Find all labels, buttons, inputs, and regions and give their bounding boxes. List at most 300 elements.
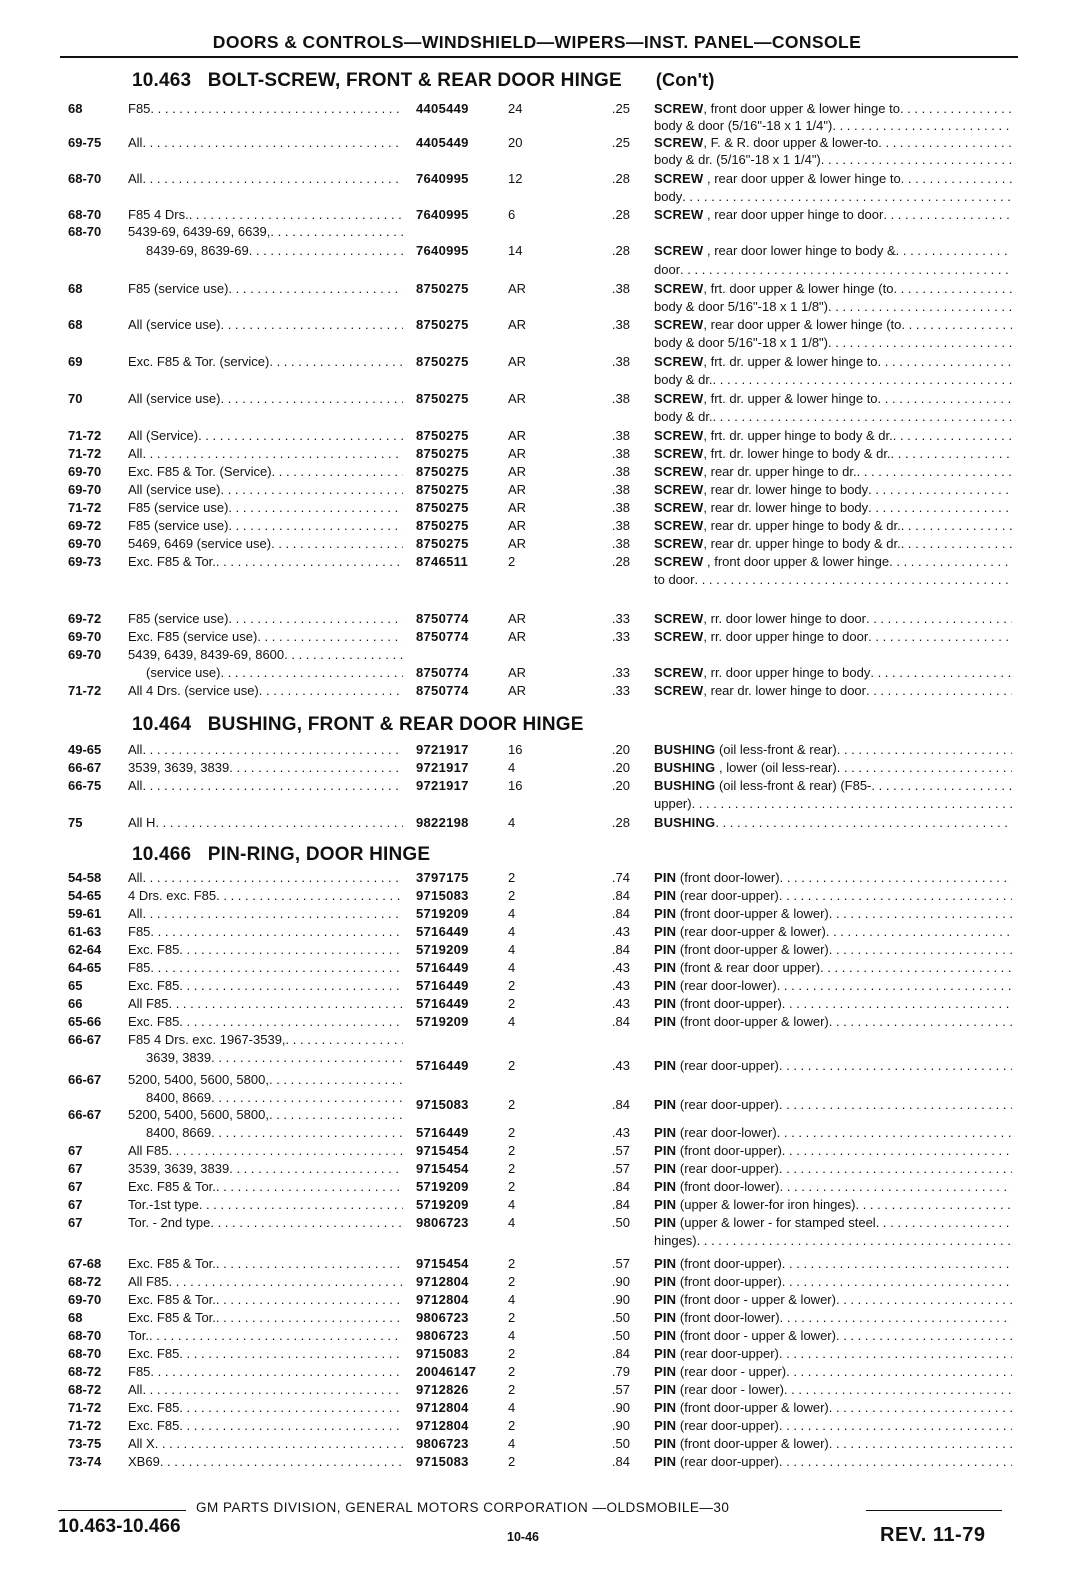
price: .38 xyxy=(611,446,630,461)
leader-dots xyxy=(259,682,403,700)
leader-dots xyxy=(780,1309,1012,1327)
quantity: 2 xyxy=(508,1097,516,1112)
part-description-text xyxy=(654,664,870,682)
part-number: 9806723 xyxy=(416,1215,469,1230)
part-description xyxy=(654,261,1012,279)
quantity: AR xyxy=(508,611,527,626)
model-year: 69-70 xyxy=(68,464,102,479)
model-application xyxy=(128,1142,403,1160)
price: .25 xyxy=(611,101,630,116)
leader-dots xyxy=(216,553,403,571)
model-year: 68-72 xyxy=(68,1382,102,1397)
quantity: AR xyxy=(508,317,527,332)
part-detail: , frt. door upper & lower hinge (to xyxy=(703,281,894,296)
model-year: 69-73 xyxy=(68,554,102,569)
part-name: PIN xyxy=(654,1364,677,1379)
part-description-text xyxy=(654,1196,855,1214)
page-header-title: DOORS & CONTROLS—WINDSHIELD—WIPERS—INST. PANEL—CONSOLE xyxy=(212,32,862,52)
part-detail: (front door-upper) xyxy=(676,996,782,1011)
section-continued-label: (Con't) xyxy=(655,70,715,90)
table-row xyxy=(0,664,1086,682)
part-name: PIN xyxy=(654,1161,677,1176)
part-description xyxy=(654,1214,1012,1232)
leader-dots xyxy=(866,682,1012,700)
leader-dots xyxy=(220,316,403,334)
table-row xyxy=(0,995,1086,1013)
part-name: SCREW xyxy=(654,391,704,406)
leader-dots xyxy=(828,334,1012,352)
price: .38 xyxy=(611,536,630,551)
price: .43 xyxy=(611,996,630,1011)
table-row xyxy=(0,977,1086,995)
leader-dots xyxy=(893,280,1012,298)
part-detail: , front door upper & lower hinge to xyxy=(703,101,900,116)
table-row xyxy=(0,481,1086,499)
price: .84 xyxy=(611,906,630,921)
leader-dots xyxy=(142,869,403,887)
model-application-text: Exc. F85 & Tor. (service) xyxy=(128,354,270,369)
model-application xyxy=(128,481,403,499)
part-description-text xyxy=(654,1178,780,1196)
leader-dots xyxy=(155,1435,403,1453)
part-detail: , front door upper & lower hinge xyxy=(703,554,890,569)
part-description xyxy=(654,1178,1012,1196)
part-name: SCREW xyxy=(654,482,704,497)
part-number: 8750774 xyxy=(416,611,469,626)
part-name: PIN xyxy=(654,978,677,993)
table-row xyxy=(0,646,1086,664)
part-name: BUSHING xyxy=(654,815,716,830)
model-year: 69-70 xyxy=(68,1292,102,1307)
part-description xyxy=(654,188,1012,206)
model-application xyxy=(128,1124,403,1142)
table-row xyxy=(0,408,1086,426)
part-description xyxy=(654,923,1012,941)
table-row xyxy=(0,151,1086,169)
price: .28 xyxy=(611,243,630,258)
leader-dots xyxy=(868,481,1012,499)
part-detail: (rear door-lower) xyxy=(676,1125,777,1140)
leader-dots xyxy=(777,977,1012,995)
table-row xyxy=(0,610,1086,628)
table-row xyxy=(0,1381,1086,1399)
price: .43 xyxy=(611,978,630,993)
model-application xyxy=(128,1106,403,1124)
part-description-text xyxy=(654,977,777,995)
part-number: 8746511 xyxy=(416,554,468,569)
model-application xyxy=(128,134,403,152)
leader-dots xyxy=(149,1327,403,1345)
price: .20 xyxy=(611,742,630,757)
model-application xyxy=(128,1417,403,1435)
price: .28 xyxy=(611,207,630,222)
part-number: 7640995 xyxy=(416,243,469,258)
part-description-text xyxy=(654,1232,697,1250)
price: .33 xyxy=(611,665,630,680)
table-row xyxy=(0,499,1086,517)
model-application xyxy=(128,463,403,481)
part-description-text xyxy=(654,814,715,832)
model-application xyxy=(128,553,403,571)
part-description xyxy=(654,1273,1012,1291)
part-name: SCREW xyxy=(654,629,704,644)
part-description xyxy=(654,353,1012,371)
part-description-text xyxy=(654,481,868,499)
part-description-text xyxy=(654,1142,782,1160)
part-detail: , rear dr. upper hinge to body & dr. xyxy=(703,536,901,551)
model-application-text: 5200, 5400, 5600, 5800, xyxy=(128,1072,269,1087)
leader-dots xyxy=(878,134,1012,152)
leader-dots xyxy=(713,408,1012,426)
table-row xyxy=(0,1399,1086,1417)
part-description xyxy=(654,170,1012,188)
leader-dots xyxy=(870,664,1012,682)
part-number: 5716449 xyxy=(416,924,469,939)
part-detail: , rear door lower hinge to body & xyxy=(703,243,896,258)
price: .38 xyxy=(611,281,630,296)
model-application-text: F85 (service use) xyxy=(128,500,229,515)
quantity: 4 xyxy=(508,1436,516,1451)
quantity: 24 xyxy=(508,101,523,116)
part-name: SCREW xyxy=(654,500,704,515)
leader-dots xyxy=(286,1031,403,1049)
part-description-text xyxy=(654,100,900,118)
table-row xyxy=(0,905,1086,923)
leader-dots xyxy=(829,905,1012,923)
part-detail: (rear door-upper) xyxy=(676,1418,779,1433)
part-number: 8750774 xyxy=(416,665,469,680)
table-row xyxy=(0,1453,1086,1471)
part-description xyxy=(654,1232,1012,1250)
leader-dots xyxy=(786,1363,1012,1381)
model-year: 54-58 xyxy=(68,870,102,885)
leader-dots xyxy=(179,941,403,959)
table-row xyxy=(0,941,1086,959)
part-description-text xyxy=(654,1124,777,1142)
leader-dots xyxy=(216,1178,403,1196)
part-detail: (rear door-upper) xyxy=(676,1161,779,1176)
part-name: PIN xyxy=(654,1179,677,1194)
model-year: 67-68 xyxy=(68,1256,102,1271)
quantity: AR xyxy=(508,518,527,533)
part-number: 5719209 xyxy=(416,1179,469,1194)
part-description xyxy=(654,1435,1012,1453)
part-number: 5716449 xyxy=(416,996,469,1011)
model-application xyxy=(128,628,403,646)
leader-dots xyxy=(868,499,1012,517)
model-application-text: All F85 xyxy=(128,996,169,1011)
part-description xyxy=(654,628,1012,646)
table-row xyxy=(0,242,1086,260)
model-application xyxy=(128,941,403,959)
part-detail: , rr. door lower hinge to door xyxy=(703,611,866,626)
price: .50 xyxy=(611,1215,630,1230)
model-year: 68-70 xyxy=(68,1328,102,1343)
model-application xyxy=(128,1273,403,1291)
model-application xyxy=(128,1255,403,1273)
price: .20 xyxy=(611,760,630,775)
leader-dots xyxy=(829,1013,1012,1031)
part-description-text xyxy=(654,371,713,389)
part-description xyxy=(654,777,1012,795)
leader-dots xyxy=(228,280,403,298)
part-description-text xyxy=(654,1453,779,1471)
leader-dots xyxy=(270,223,403,241)
leader-dots xyxy=(782,995,1012,1013)
part-name: SCREW xyxy=(654,428,704,443)
table-row xyxy=(0,1160,1086,1178)
section-number: 10.464 xyxy=(132,714,192,735)
part-number: 8750774 xyxy=(416,629,469,644)
leader-dots xyxy=(828,298,1012,316)
part-description xyxy=(654,682,1012,700)
price: .43 xyxy=(611,1058,630,1073)
model-year: 69-70 xyxy=(68,629,102,644)
leader-dots xyxy=(829,1399,1012,1417)
part-description xyxy=(654,1255,1012,1273)
leader-dots xyxy=(150,923,403,941)
part-description-text xyxy=(654,134,878,152)
quantity: 12 xyxy=(508,171,523,186)
part-name: SCREW xyxy=(654,464,704,479)
model-application-text: Exc. F85 & Tor. xyxy=(128,1292,216,1307)
part-name: PIN xyxy=(654,1382,677,1397)
model-application xyxy=(128,1399,403,1417)
part-detail: (rear door - upper) xyxy=(676,1364,787,1379)
leader-dots xyxy=(857,463,1012,481)
leader-dots xyxy=(779,1160,1012,1178)
leader-dots xyxy=(229,759,403,777)
model-application-text: Exc. F85 & Tor. xyxy=(128,1179,216,1194)
part-number: 9712804 xyxy=(416,1274,469,1289)
model-year: 73-74 xyxy=(68,1454,102,1469)
price: .33 xyxy=(611,683,630,698)
model-application-text: All (service use) xyxy=(128,317,221,332)
quantity: 4 xyxy=(508,1292,516,1307)
part-number: 9715083 xyxy=(416,888,469,903)
quantity: 4 xyxy=(508,1197,516,1212)
table-row xyxy=(0,1013,1086,1031)
model-application xyxy=(128,741,403,759)
part-description xyxy=(654,995,1012,1013)
quantity: 2 xyxy=(508,1418,516,1433)
quantity: 2 xyxy=(508,1364,516,1379)
part-description-text xyxy=(654,170,901,188)
leader-dots xyxy=(878,353,1012,371)
leader-dots xyxy=(269,1106,403,1124)
model-year: 65 xyxy=(68,978,83,993)
part-name: SCREW xyxy=(654,281,704,296)
model-application xyxy=(128,1178,403,1196)
leader-dots xyxy=(228,610,403,628)
part-detail: body xyxy=(654,189,683,204)
part-description-text xyxy=(654,959,820,977)
part-name: PIN xyxy=(654,1400,677,1415)
leader-dots xyxy=(878,390,1012,408)
table-row xyxy=(0,1273,1086,1291)
model-year: 69-70 xyxy=(68,647,102,662)
model-application-text: Exc. F85 & Tor. xyxy=(128,1256,216,1271)
table-row xyxy=(0,1142,1086,1160)
table-row xyxy=(0,1232,1086,1250)
leader-dots xyxy=(836,1327,1012,1345)
part-description xyxy=(654,795,1012,813)
table-row xyxy=(0,1178,1086,1196)
section-title: PIN-RING, DOOR HINGE xyxy=(207,844,431,865)
leader-dots xyxy=(893,427,1012,445)
part-description xyxy=(654,206,1012,224)
part-detail: , rear door upper hinge to door xyxy=(703,207,884,222)
part-detail: (front door-upper & lower) xyxy=(676,1400,829,1415)
model-application xyxy=(128,223,403,241)
part-detail: body & dr. xyxy=(654,372,713,387)
price: .74 xyxy=(611,870,630,885)
model-application xyxy=(128,1071,403,1089)
part-name: PIN xyxy=(654,1292,677,1307)
part-number: 9712826 xyxy=(416,1382,469,1397)
part-description-text xyxy=(654,261,680,279)
leader-dots xyxy=(820,959,1012,977)
model-application xyxy=(128,905,403,923)
part-detail: , rear dr. upper hinge to body & dr. xyxy=(703,518,901,533)
model-application-text: All xyxy=(128,135,143,150)
part-name: PIN xyxy=(654,1454,677,1469)
footer-revision: REV. 11-79 xyxy=(880,1524,986,1546)
model-application-text: 3639, 3839 xyxy=(128,1050,212,1065)
part-description xyxy=(654,280,1012,298)
part-name: PIN xyxy=(654,924,677,939)
part-description xyxy=(654,887,1012,905)
table-row xyxy=(0,1345,1086,1363)
quantity: 2 xyxy=(508,1161,516,1176)
model-application-text: 5439, 6439, 8439-69, 8600 xyxy=(128,647,285,662)
quantity: 2 xyxy=(508,554,516,569)
part-number: 3797175 xyxy=(416,870,469,885)
price: .57 xyxy=(611,1143,630,1158)
leader-dots xyxy=(179,1345,403,1363)
part-name: SCREW xyxy=(654,683,704,698)
model-application xyxy=(128,1214,403,1232)
model-application-text: All F85 xyxy=(128,1274,169,1289)
table-row xyxy=(0,134,1086,152)
part-detail: , rr. door upper hinge to door xyxy=(703,629,869,644)
part-name: PIN xyxy=(654,1328,677,1343)
section-title: BOLT-SCREW, FRONT & REAR DOOR HINGE xyxy=(207,70,622,91)
part-name: SCREW xyxy=(654,135,704,150)
quantity: 16 xyxy=(508,778,523,793)
part-detail: (front door-upper) xyxy=(676,1274,782,1289)
leader-dots xyxy=(889,553,1012,571)
quantity: 2 xyxy=(508,1143,516,1158)
part-name: PIN xyxy=(654,1125,677,1140)
part-name: SCREW xyxy=(654,171,704,186)
model-year: 69 xyxy=(68,354,83,369)
quantity: 4 xyxy=(508,924,516,939)
quantity: 16 xyxy=(508,742,523,757)
leader-dots xyxy=(782,1255,1012,1273)
part-detail: (front & rear door upper) xyxy=(676,960,821,975)
leader-dots xyxy=(680,261,1012,279)
quantity: 2 xyxy=(508,1454,516,1469)
table-row xyxy=(0,535,1086,553)
price: .43 xyxy=(611,960,630,975)
leader-dots xyxy=(179,1417,403,1435)
model-application-text: 8400, 8669 xyxy=(128,1090,212,1105)
price: .57 xyxy=(611,1382,630,1397)
model-year: 75 xyxy=(68,815,83,830)
part-description-text xyxy=(654,1255,782,1273)
table-row xyxy=(0,628,1086,646)
model-application xyxy=(128,517,403,535)
model-application xyxy=(128,1327,403,1345)
price: .43 xyxy=(611,1125,630,1140)
part-description xyxy=(654,408,1012,426)
section-heading xyxy=(132,844,430,866)
price: .50 xyxy=(611,1436,630,1451)
leader-dots xyxy=(211,1124,403,1142)
model-application xyxy=(128,610,403,628)
leader-dots xyxy=(713,371,1012,389)
part-number: 5716449 xyxy=(416,960,469,975)
leader-dots xyxy=(901,517,1012,535)
table-row xyxy=(0,445,1086,463)
quantity: 4 xyxy=(508,760,516,775)
part-number: 8750275 xyxy=(416,518,469,533)
part-description xyxy=(654,242,1012,260)
leader-dots xyxy=(216,887,403,905)
part-detail: to door xyxy=(654,572,695,587)
table-row xyxy=(0,1417,1086,1435)
model-application-text: 3539, 3639, 3839 xyxy=(128,1161,230,1176)
leader-dots xyxy=(782,1142,1012,1160)
model-application-text: 8439-69, 8639-69 xyxy=(128,243,249,258)
table-row xyxy=(0,571,1086,589)
quantity: 2 xyxy=(508,1274,516,1289)
model-application-text: Exc. F85 xyxy=(128,1418,180,1433)
quantity: AR xyxy=(508,536,527,551)
leader-dots xyxy=(216,1309,403,1327)
leader-dots xyxy=(692,795,1012,813)
part-name: PIN xyxy=(654,1274,677,1289)
leader-dots xyxy=(150,100,403,118)
part-detail: (front door-lower) xyxy=(676,1310,780,1325)
part-number: 9721917 xyxy=(416,778,469,793)
part-description-text xyxy=(654,1435,829,1453)
part-detail: (rear door-upper) xyxy=(676,1097,779,1112)
model-application-text: F85 (service use) xyxy=(128,611,229,626)
part-description xyxy=(654,445,1012,463)
part-description xyxy=(654,1291,1012,1309)
price: .28 xyxy=(611,815,630,830)
footer-corporation: GM PARTS DIVISION, GENERAL MOTORS CORPORATION —OLDSMOBILE—30 xyxy=(196,1500,730,1515)
model-year: 68-70 xyxy=(68,224,102,239)
model-application xyxy=(128,206,403,224)
part-detail: , frt. dr. upper & lower hinge to xyxy=(703,354,878,369)
part-description xyxy=(654,1345,1012,1363)
leader-dots xyxy=(821,151,1012,169)
part-detail: , rear dr. lower hinge to body xyxy=(703,482,869,497)
leader-dots xyxy=(866,610,1012,628)
part-name: SCREW xyxy=(654,354,704,369)
price: .38 xyxy=(611,391,630,406)
part-description xyxy=(654,610,1012,628)
part-detail: (oil less-front & rear) xyxy=(715,742,837,757)
quantity: 2 xyxy=(508,1058,516,1073)
part-name: PIN xyxy=(654,1143,677,1158)
table-row xyxy=(0,1435,1086,1453)
model-application xyxy=(128,1291,403,1309)
part-detail: (rear door-upper) xyxy=(676,1058,779,1073)
